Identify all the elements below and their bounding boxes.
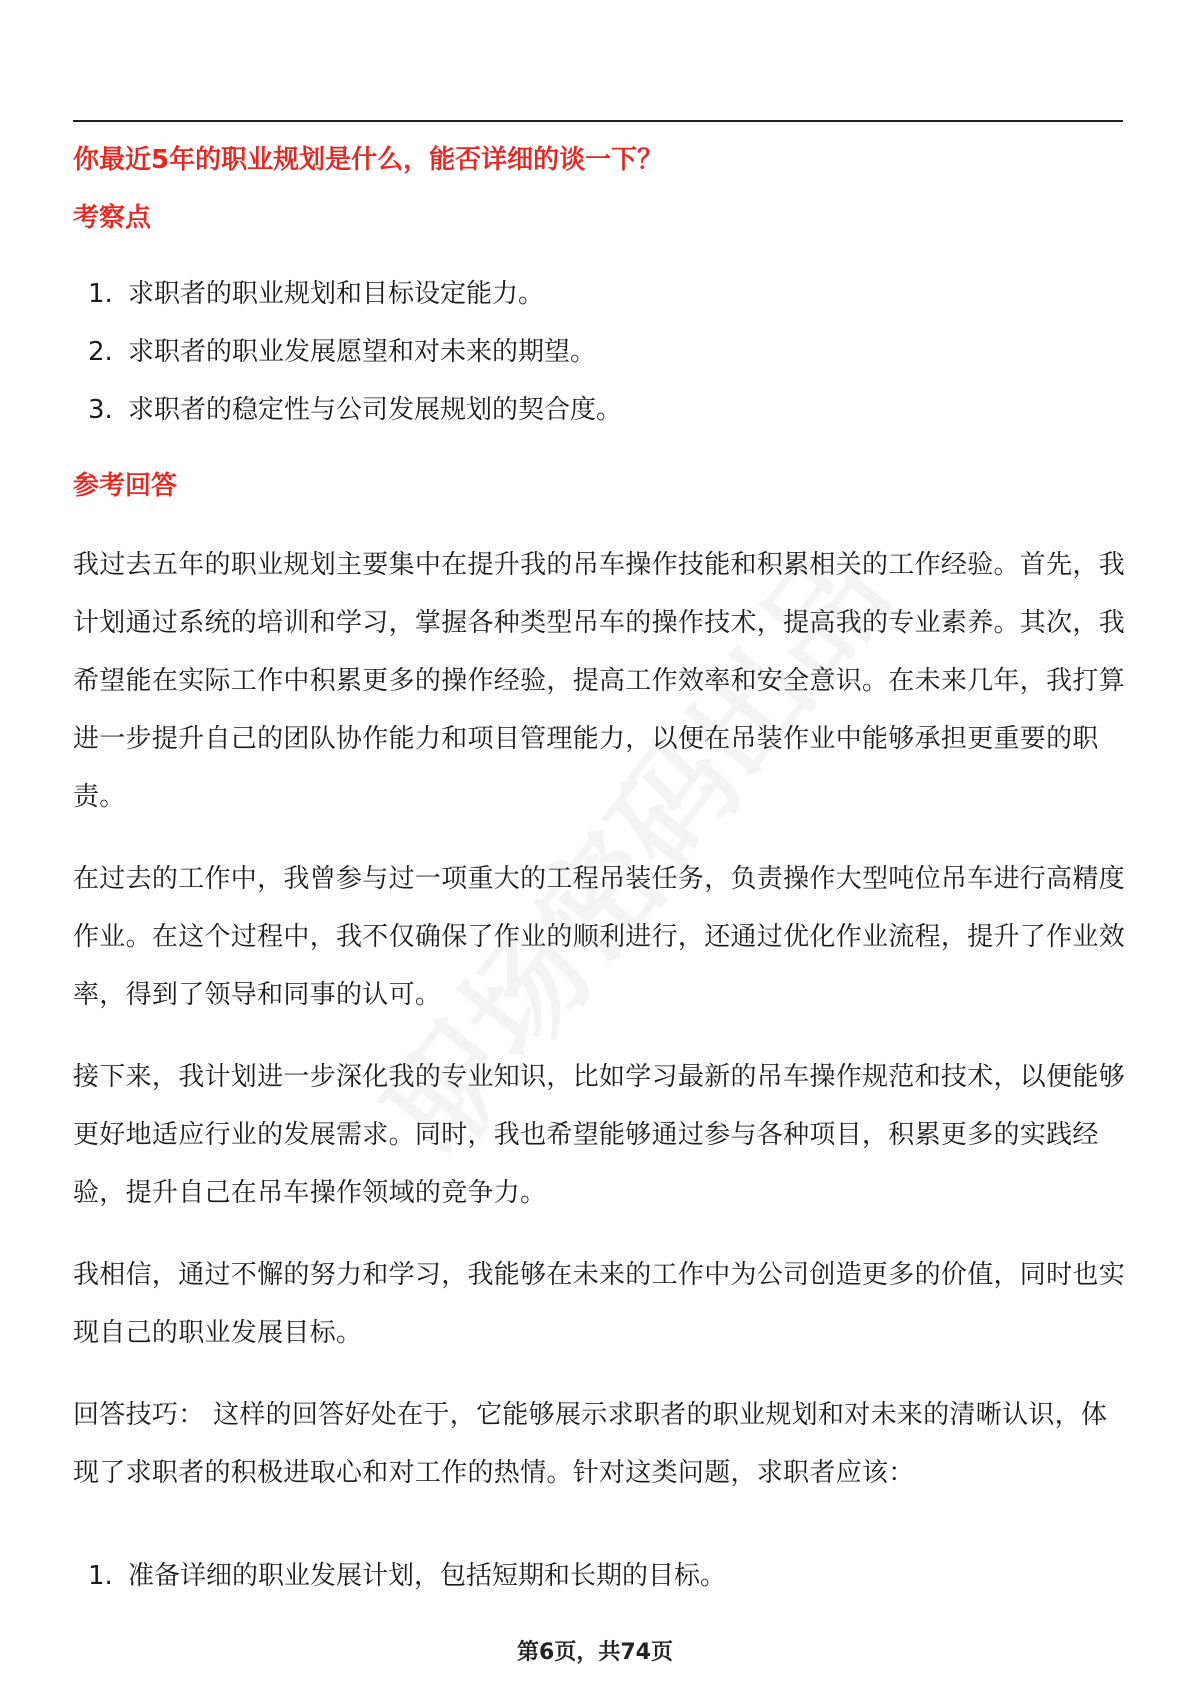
answer-paragraph: 我相信，通过不懈的努力和学习，我能够在未来的工作中为公司创造更多的价值，同时也实现自己的职业发展目标。 (73, 1260, 1126, 1348)
list-item (88, 390, 622, 448)
tips-list (88, 1556, 726, 1614)
list-item-text: 求职者的稳定性与公司发展规划的契合度。 (128, 395, 623, 425)
check-points-heading: 考察点 (73, 203, 152, 233)
list-item-number: 1. (88, 1561, 113, 1591)
answer-tips-paragraph: 回答技巧： 这样的回答好处在于，它能够展示求职者的职业规划和对未来的清晰认识，体现了求职者的积极进取心和对工作的热情。针对这类问题，求职者应该： (73, 1400, 1108, 1488)
list-item-text: 准备详细的职业发展计划，包括短期和长期的目标。 (128, 1561, 727, 1591)
page-footer: 第6页，共74页 (517, 1640, 673, 1665)
question-title: 你最近5年的职业规划是什么，能否详细的谈一下？ (73, 145, 664, 175)
list-item-number: 2. (88, 337, 113, 367)
answer-heading: 参考回答 (73, 471, 178, 501)
list-item (88, 1556, 726, 1614)
list-item (88, 332, 622, 390)
list-item (88, 274, 622, 332)
list-item-text: 求职者的职业发展愿望和对未来的期望。 (128, 337, 597, 367)
list-item-number: 3. (88, 395, 113, 425)
answer-paragraph: 我过去五年的职业规划主要集中在提升我的吊车操作技能和积累相关的工作经验。首先，我计划通过系统的培训和学习，掌握各种类型吊车的操作技术，提高我的专业素养。其次，我希望能在实际工作中积累更多的操作经验，提高工作效率和安全意识。在未来几年，我打算进一步提升自己的团队协作能力和项目管理能力，以便在吊装作业中能够承担更重要的职责。 (73, 550, 1126, 812)
list-item-number: 1. (88, 279, 113, 309)
answer-paragraph: 接下来，我计划进一步深化我的专业知识，比如学习最新的吊车操作规范和技术，以便能够更好地适应行业的发展需求。同时，我也希望能够通过参与各种项目，积累更多的实践经验，提升自己在吊车操作领域的竞争力。 (73, 1062, 1126, 1208)
list-item-text: 求职者的职业规划和目标设定能力。 (128, 279, 545, 309)
top-divider (73, 120, 1123, 122)
check-points-list (88, 274, 622, 448)
answer-paragraph: 在过去的工作中，我曾参与过一项重大的工程吊装任务，负责操作大型吨位吊车进行高精度作业。在这个过程中，我不仅确保了作业的顺利进行，还通过优化作业流程，提升了作业效率，得到了领导和同事的认可。 (73, 864, 1126, 1010)
